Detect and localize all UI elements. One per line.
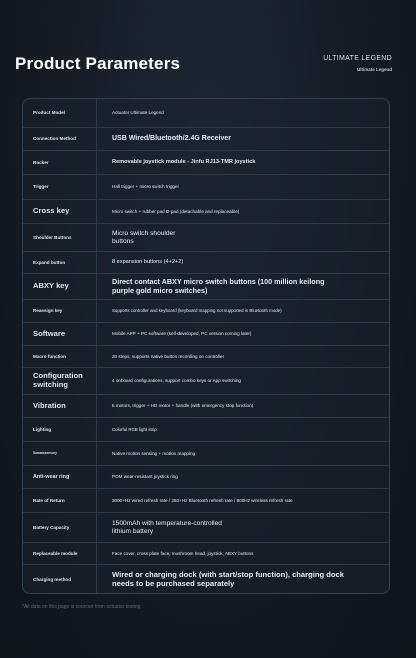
param-value: Face cover, cross plate face, mushroom head, joystick, ABXY buttons [112,550,254,556]
table-row [23,512,390,542]
param-value: 3000+Hz wired refresh rate / 250+Hz Bluetooth refresh rate / 900Hz wireless refresh rate [112,497,293,503]
table-row [23,199,390,223]
param-value: 1500mAh with temperature-controlled lithium battery [112,519,222,535]
param-label: Lighting [33,426,52,432]
table-row [23,394,390,417]
table-row [23,299,390,322]
param-label: Product Model [33,110,65,116]
param-label: Replaceable module [33,550,78,556]
param-label: Shoulder Buttons [33,234,72,240]
table-row [23,441,390,465]
param-label: Reassign key [33,308,63,314]
footnote: *All data on this page is sourced from actuator testing [22,604,141,610]
param-label: Vibration [33,400,66,410]
table-row [23,150,390,174]
param-value: 8 expansion buttons (4+2+2) [112,259,184,266]
param-value: Micro switch shoulder buttons [112,229,176,245]
param-label: Connection Method [33,136,76,142]
table-row [23,322,390,345]
table-row [23,99,390,127]
param-label: Configuration switching [33,371,83,389]
param-label: Battery Capacity [33,524,70,530]
param-value: 20 steps, supports native button recording on controller [112,353,225,359]
param-value: 6 motors, trigger + HD motor + handle (with emergency stop function) [112,403,254,409]
table-row [23,465,390,488]
table-row [23,251,390,273]
param-value: Wired or charging dock (with start/stop function), charging dock needs to be purchased separately [112,570,344,588]
param-label: Software [33,328,66,338]
table-row [23,127,390,150]
param-value: Actuator Ultimate Legend [112,110,164,116]
param-label: Rate of Return [33,497,65,503]
param-value: POM wear-resistant joystick ring [112,474,178,480]
param-value: Removable joystick module - Jinfu RJ13-TMR joystick [112,159,256,166]
header [0,0,416,95]
param-label: Trigger [33,184,49,190]
param-value: Mobile APP + PC software (self-developed, PC version coming later) [112,331,252,337]
param-label: Expand button [33,259,66,265]
param-value: Supports controller and keyboard (keyboard mapping not supported in Bluetooth mode) [112,308,282,314]
param-value: Direct contact ABXY micro switch buttons (100 million keilong purple gold micro switches) [112,277,325,295]
param-value: Hall trigger + micro switch trigger [112,184,180,190]
param-label: Cross key [33,206,70,216]
table-row [23,223,390,251]
param-label: Charging method [33,577,72,583]
param-label: Rocker [33,159,49,165]
table-row [23,174,390,199]
table-row [23,488,390,512]
brand-block [323,55,392,72]
page-title: Product Parameters [15,54,181,73]
brand-name: ULTIMATE LEGEND [323,55,392,62]
brand-subtitle: Ultimate Legend [356,67,392,72]
table-row [23,345,390,367]
param-value: Colorful RGB light strip [112,426,157,432]
table-row [23,367,390,394]
table-row [23,564,390,594]
parameters-table [22,98,390,594]
table-row [23,542,390,564]
param-value: Native motion sensing + motion mapping [112,450,196,456]
param-value: 4 onboard configurations, support combo keys or App switching [112,378,241,384]
param-value: Micro switch + rubber pad D-pad (detachable and replaceable) [112,208,240,214]
param-label: ABXY key [33,281,69,291]
table-row [23,417,390,441]
param-label: Anti-wear ring [33,473,70,480]
param-value: USB Wired/Bluetooth/2.4G Receiver [112,134,231,142]
param-label: Somatosensory [33,450,57,455]
table-row [23,273,390,299]
param-label: Macro function [33,353,66,359]
